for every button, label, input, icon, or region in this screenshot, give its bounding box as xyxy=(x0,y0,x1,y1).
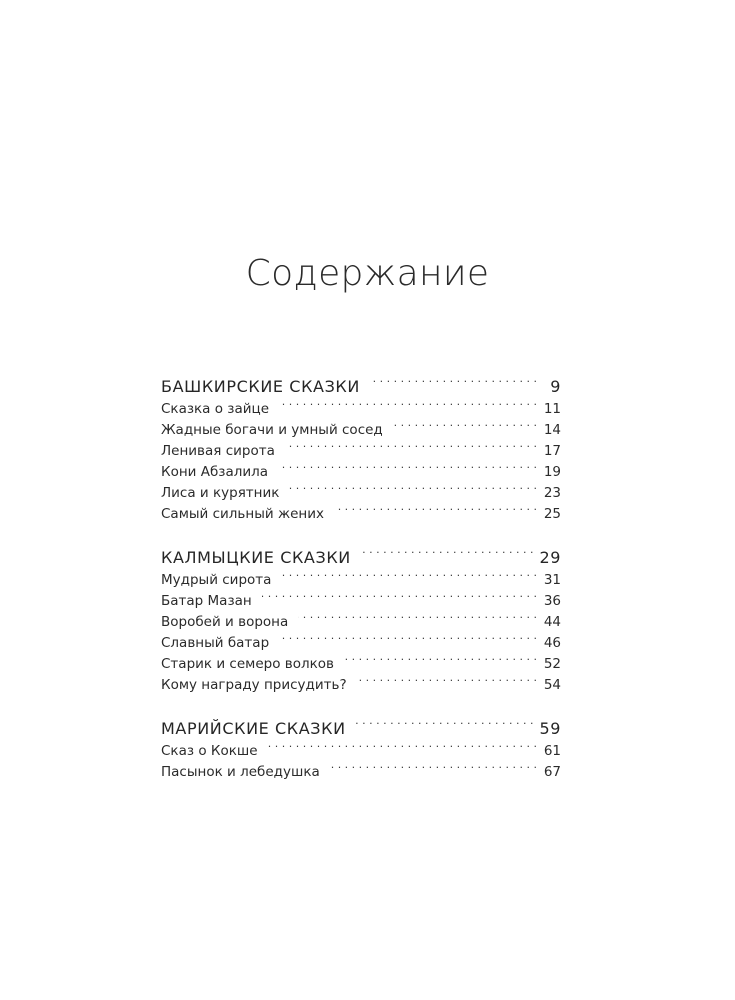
dot-leader xyxy=(356,721,534,734)
page-number: 46 xyxy=(543,635,561,651)
toc-section-mari xyxy=(161,717,561,783)
page-number: 52 xyxy=(543,656,561,672)
dot-leader xyxy=(298,613,537,626)
toc-entry[interactable] xyxy=(161,591,561,612)
page-number: 67 xyxy=(543,764,561,780)
entry-title: Старик и семеро волков xyxy=(161,656,334,672)
entry-title: Славный батар xyxy=(161,635,270,651)
toc-entry[interactable] xyxy=(161,420,561,441)
entry-title: Самый сильный жених xyxy=(161,506,324,522)
toc-section-bashkir xyxy=(161,375,561,525)
entry-title: Воробей и ворона xyxy=(161,614,289,630)
dot-leader xyxy=(279,634,537,647)
page-title: Содержание xyxy=(245,253,490,294)
toc-entry[interactable] xyxy=(161,399,561,420)
entry-title: Кому награду присудить? xyxy=(161,677,347,693)
toc-section-heading[interactable] xyxy=(161,717,561,741)
toc-entry[interactable] xyxy=(161,633,561,654)
dot-leader xyxy=(279,400,537,413)
dot-leader xyxy=(334,505,537,518)
dot-leader xyxy=(281,571,537,584)
toc-entry[interactable] xyxy=(161,570,561,591)
page-number: 36 xyxy=(543,593,561,609)
dot-leader xyxy=(344,655,537,668)
page-number: 44 xyxy=(543,614,561,630)
dot-leader xyxy=(278,463,537,476)
page-number: 14 xyxy=(543,422,561,438)
entry-title: Сказ о Кокше xyxy=(161,743,258,759)
entry-title: Сказка о зайце xyxy=(161,401,270,417)
page-number: 31 xyxy=(543,572,561,588)
dot-leader xyxy=(285,442,537,455)
dot-leader xyxy=(330,763,537,776)
page-number: 25 xyxy=(543,506,561,522)
dot-leader xyxy=(370,379,537,392)
toc-entry[interactable] xyxy=(161,441,561,462)
toc-entry[interactable] xyxy=(161,462,561,483)
entry-title: Мудрый сирота xyxy=(161,572,272,588)
page-number: 17 xyxy=(543,443,561,459)
toc-entry[interactable] xyxy=(161,483,561,504)
entry-title: Лиса и курятник xyxy=(161,485,280,501)
page-number: 23 xyxy=(543,485,561,501)
toc-section-heading[interactable] xyxy=(161,375,561,399)
page-number: 54 xyxy=(543,677,561,693)
dot-leader xyxy=(393,421,537,434)
toc-entry[interactable] xyxy=(161,654,561,675)
section-heading-label: КАЛМЫЦКИЕ СКАЗКИ xyxy=(161,548,351,567)
page-number: 59 xyxy=(539,719,561,738)
toc-section-kalmyk xyxy=(161,546,561,696)
entry-title: Ленивая сирота xyxy=(161,443,275,459)
page-number: 9 xyxy=(550,377,561,396)
entry-title: Кони Абзалила xyxy=(161,464,269,480)
page-number: 61 xyxy=(543,743,561,759)
page-number: 29 xyxy=(539,548,561,567)
entry-title: Пасынок и лебедушка xyxy=(161,764,320,780)
dot-leader xyxy=(289,484,537,497)
section-heading-label: БАШКИРСКИЕ СКАЗКИ xyxy=(161,377,360,396)
section-heading-label: МАРИЙСКИЕ СКАЗКИ xyxy=(161,719,346,738)
toc-entry[interactable] xyxy=(161,741,561,762)
dot-leader xyxy=(262,592,537,605)
toc-entry[interactable] xyxy=(161,675,561,696)
dot-leader xyxy=(268,742,537,755)
toc-entry[interactable] xyxy=(161,762,561,783)
entry-title: Жадные богачи и умный сосед xyxy=(161,422,383,438)
page-number: 19 xyxy=(543,464,561,480)
dot-leader xyxy=(361,550,534,563)
table-of-contents xyxy=(161,375,561,804)
page-number: 11 xyxy=(543,401,561,417)
entry-title: Батар Мазан xyxy=(161,593,252,609)
toc-entry[interactable] xyxy=(161,612,561,633)
dot-leader xyxy=(357,676,537,689)
toc-entry[interactable] xyxy=(161,504,561,525)
toc-section-heading[interactable] xyxy=(161,546,561,570)
